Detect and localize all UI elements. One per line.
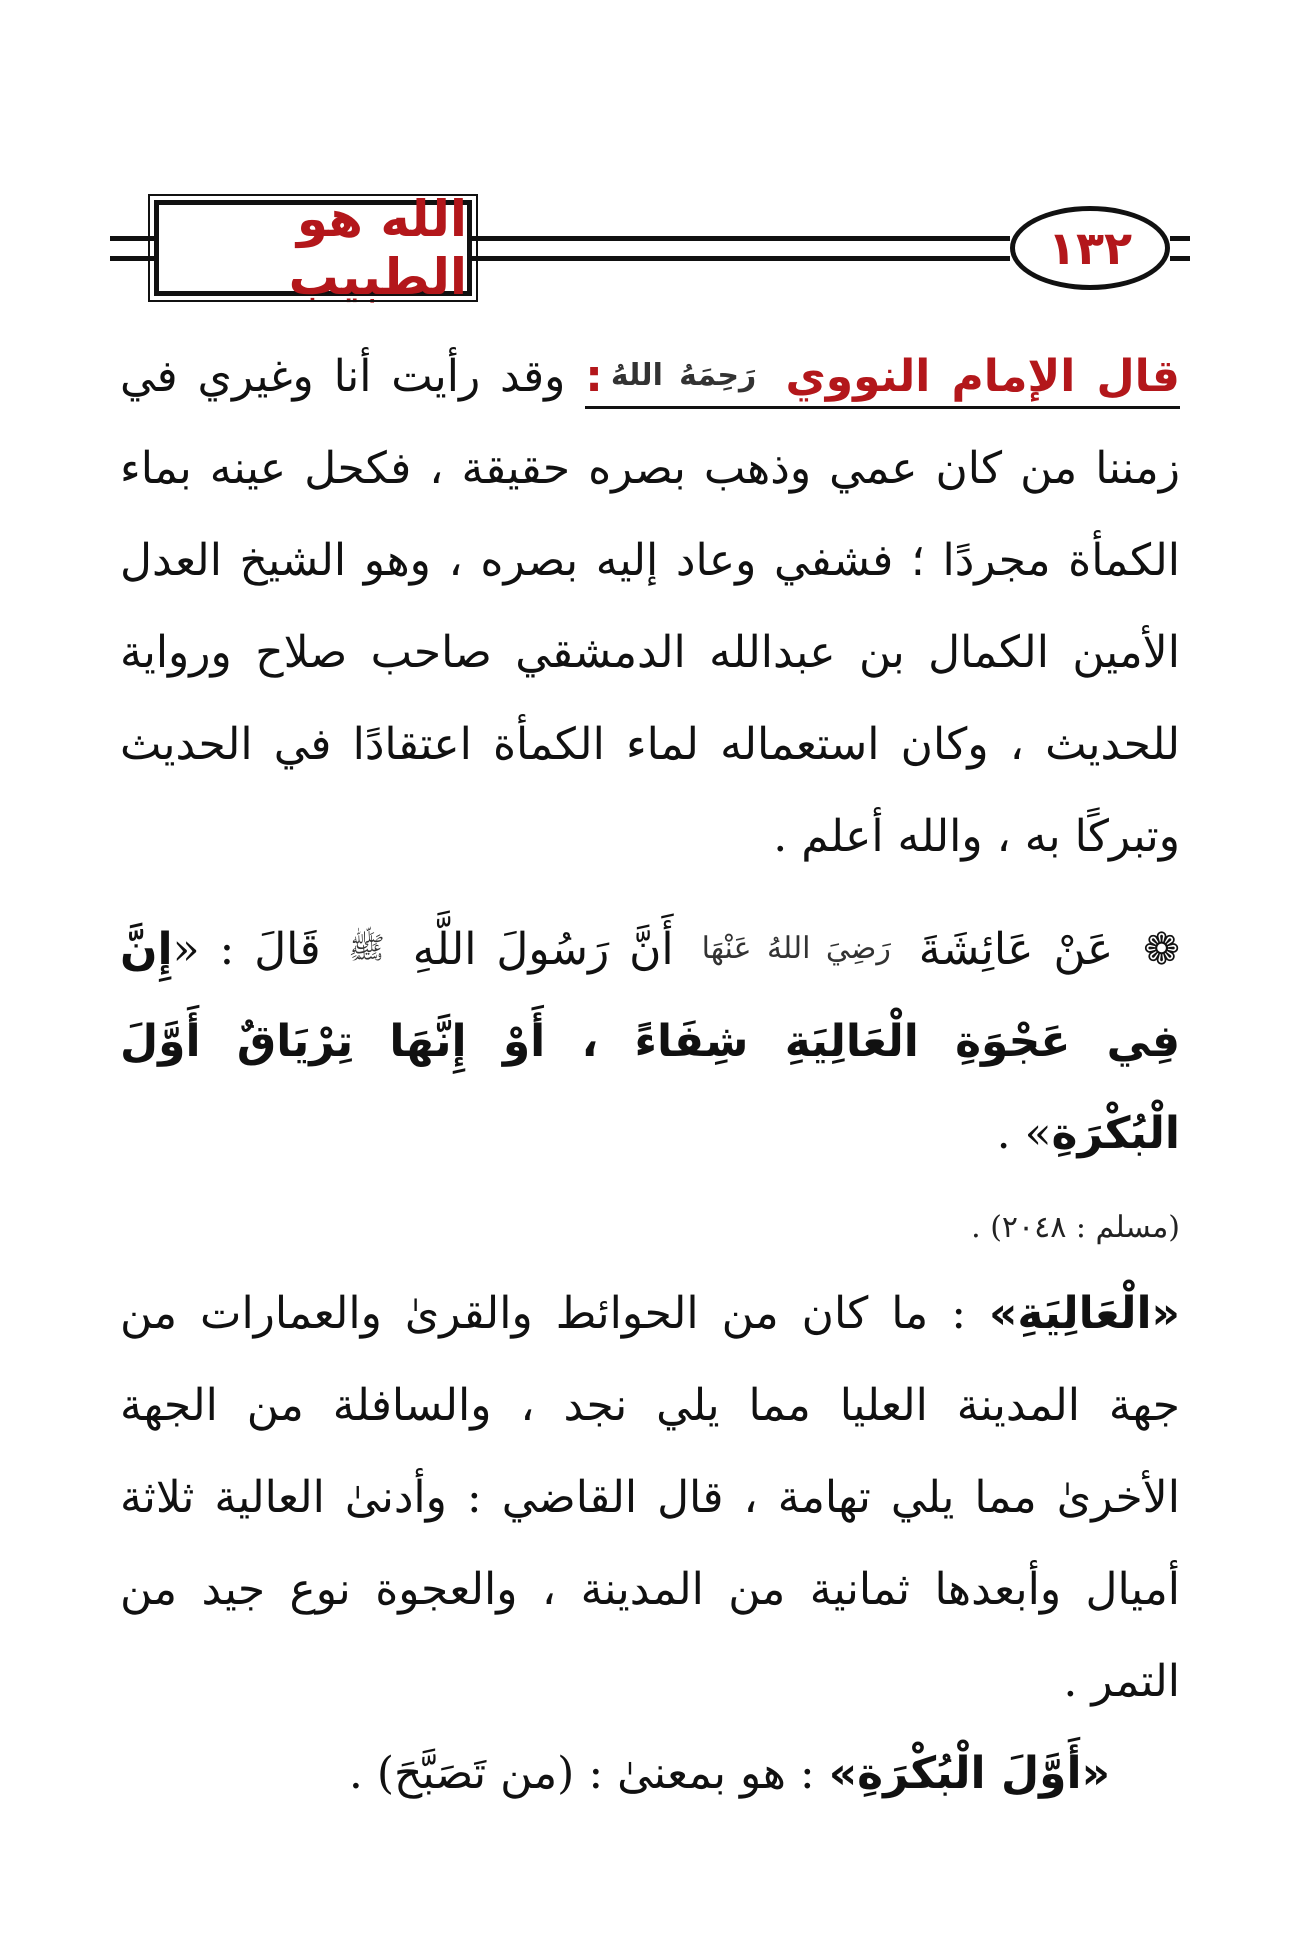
hadith-mid: أَنَّ رَسُولَ اللَّهِ bbox=[412, 924, 674, 975]
header-rule bbox=[110, 256, 154, 261]
flower-bullet-icon: ❁ bbox=[1143, 924, 1180, 975]
hadith-narrator: عَنْ عَائِشَةَ bbox=[918, 924, 1114, 975]
header-rule bbox=[472, 256, 1010, 261]
header-rule bbox=[1170, 236, 1190, 241]
honorific-glyph: رَحِمَهُ اللهُ bbox=[610, 358, 757, 393]
explanation-paragraph bbox=[120, 1268, 1180, 1728]
hadith-text: إِنَّ فِي عَجْوَةِ الْعَالِيَةِ شِفَاءً ، أَوْ إِنَّهَا تِرْيَاقٌ أَوَّلَ الْبُكْرَةِ bbox=[120, 924, 1180, 1159]
intro-paragraph bbox=[120, 330, 1180, 883]
prophet-honorific: ﷺ bbox=[348, 931, 385, 966]
header-rule bbox=[472, 236, 1010, 241]
hadith-reference: (مسلم : ٢٠٤٨) . bbox=[971, 1210, 1180, 1245]
page-number: ١٣٢ bbox=[1010, 206, 1170, 290]
explanation-paragraph-2 bbox=[120, 1728, 1180, 1820]
explanation-text-2: : هو بمعنىٰ : (من تَصَبَّحَ) . bbox=[348, 1748, 815, 1799]
running-title: الله هو الطبيب bbox=[154, 200, 472, 296]
narrator-honorific: رَضِيَ اللهُ عَنْهَا bbox=[701, 931, 891, 966]
header-rule bbox=[110, 236, 154, 241]
hadith-paragraph bbox=[120, 903, 1180, 1180]
header-rule bbox=[1170, 256, 1190, 261]
page-header bbox=[110, 190, 1190, 310]
hadith-close: » . bbox=[996, 1108, 1052, 1159]
intro-lead-text: قال الإمام النووي bbox=[785, 351, 1180, 402]
explanation-term: «الْعَالِيَةِ» bbox=[989, 1288, 1180, 1339]
intro-text: وقد رأيت أنا وغيري في زمننا من كان عمي وذهب بصره حقيقة ، فكحل عينه بماء الكمأة مجردًا ؛ فشفي وعاد إليه بصره ، وهو الشيخ العدل الأمين الكمال بن عبدالله الدمشقي صاحب صلاح ورواية للحديث ، وكان استعماله لماء الكمأة اعتقادًا في الحديث وتبركًا به ، والله أعلم . bbox=[120, 351, 1180, 862]
intro-lead bbox=[585, 351, 1180, 409]
explanation-term-2: «أَوَّلَ الْبُكْرَةِ» bbox=[828, 1748, 1110, 1799]
explanation-text: : ما كان من الحوائط والقرىٰ والعمارات من جهة المدينة العليا مما يلي نجد ، والسافلة من الجهة الأخرىٰ مما يلي تهامة ، قال القاضي : وأدنىٰ العالية ثلاثة أميال وأبعدها ثمانية من المدينة ، والعجوة نوع جيد من التمر . bbox=[120, 1288, 1180, 1707]
page-body bbox=[120, 330, 1180, 1820]
intro-colon: : bbox=[585, 351, 603, 402]
hadith-said: قَالَ : « bbox=[172, 924, 321, 975]
